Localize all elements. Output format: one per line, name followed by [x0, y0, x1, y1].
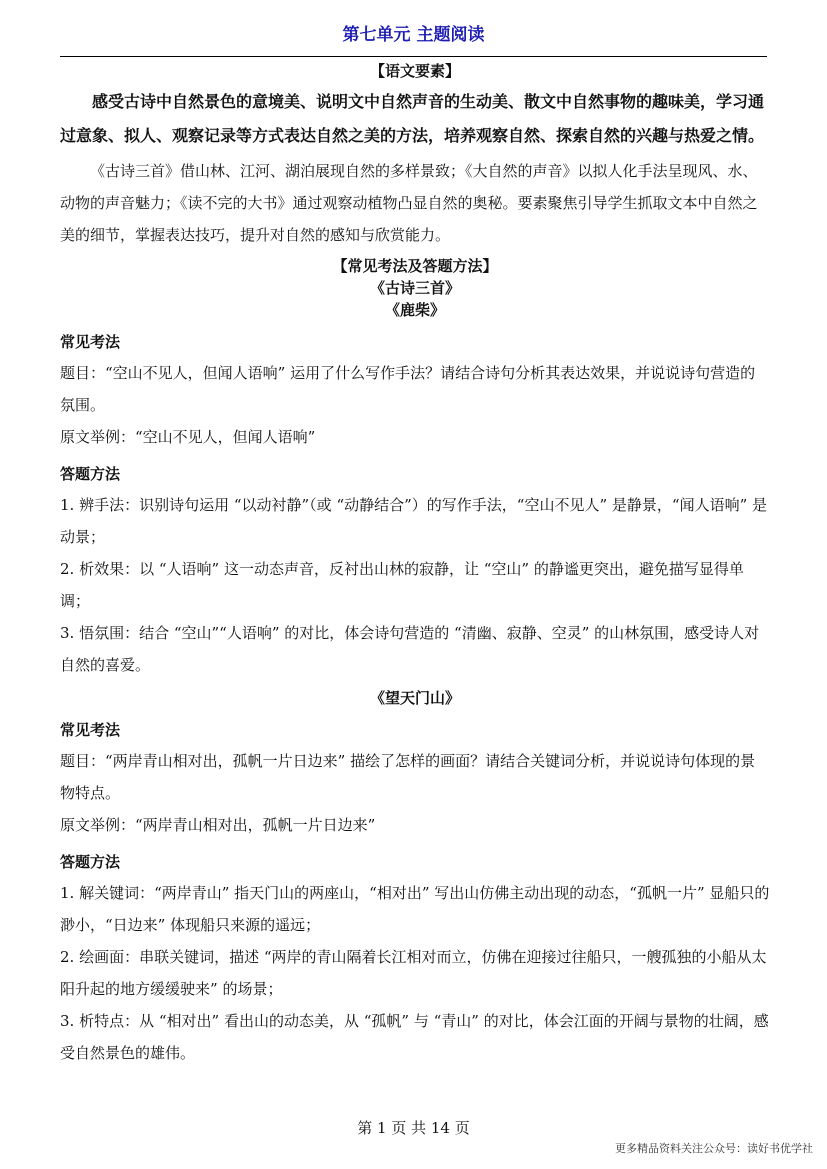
poem-title-wangtianmenshan: 《望天门山》: [369, 689, 460, 707]
main-content: [60, 60, 770, 1069]
question-text: 题目：“两岸青山相对出，孤帆一片日边来” 描绘了怎样的画面？请结合关键词分析，并说说诗句体现的景物特点。: [60, 752, 756, 802]
exam-heading: 常见考法: [60, 721, 121, 739]
footer-note: 更多精品资料关注公众号：读好书优学社: [615, 1142, 813, 1155]
method-step: 1. 辨手法：识别诗句运用 “以动衬静”（或 “动静结合”）的写作手法，“空山不见人” 是静景，“闻人语响” 是动景；: [60, 496, 768, 546]
method-step: 3. 悟氛围：结合 “空山”“人语响” 的对比，体会诗句营造的 “清幽、寂静、空灵” 的山林氛围，感受诗人对自然的喜爱。: [60, 624, 760, 674]
question-text: 题目：“空山不见人，但闻人语响” 运用了什么写作手法？请结合诗句分析其表达效果，并说说诗句营造的氛围。: [60, 364, 756, 414]
page-header: [60, 22, 767, 57]
elements-summary-bold: 感受古诗中自然景色的意境美、说明文中自然声音的生动美、散文中自然事物的趣味美，学习通过意象、拟人、观察记录等方式表达自然之美的方法，培养观察自然、探索自然的兴趣与热爱之情。: [60, 92, 765, 145]
elements-description: 《古诗三首》借山林、江河、湖泊展现自然的多样景致；《大自然的声音》以拟人化手法呈现风、水、动物的声音魅力；《读不完的大书》通过观察动植物凸显自然的奥秘。要素聚焦引导学生抓取文本中自然之美的细节，掌握表达技巧，提升对自然的感知与欣赏能力。: [60, 162, 758, 244]
example-text: 原文举例：“空山不见人，但闻人语响”: [60, 428, 316, 446]
method-step: 2. 绘画面：串联关键词，描述 “两岸的青山隔着长江相对而立，仿佛在迎接过往船只，一艘孤独的小船从太阳升起的地方缓缓驶来” 的场景；: [60, 948, 767, 998]
section-heading-language-elements: 【语文要素】: [369, 62, 460, 80]
poem-title-luzhai: 《鹿柴》: [384, 301, 445, 319]
method-heading: 答题方法: [60, 465, 121, 483]
section-heading-exam-methods: 【常见考法及答题方法】: [332, 257, 498, 275]
method-step: 2. 析效果：以 “人语响” 这一动态声音，反衬出山林的寂静，让 “空山” 的静谧更突出，避免描写显得单调；: [60, 560, 744, 610]
page-number: 第 1 页 共 14 页: [357, 1119, 470, 1137]
method-step: 3. 析特点：从 “相对出” 看出山的动态美，从 “孤帆” 与 “青山” 的对比，体会江面的开阔与景物的壮阔，感受自然景色的雄伟。: [60, 1012, 769, 1062]
exam-heading: 常见考法: [60, 333, 121, 351]
method-step: 1. 解关键词：“两岸青山” 指天门山的两座山，“相对出” 写出山仿佛主动出现的动态，“孤帆一片” 显船只的渺小，“日边来” 体现船只来源的遥远；: [60, 884, 770, 934]
page-title: 第七单元 主题阅读: [342, 25, 485, 45]
method-heading: 答题方法: [60, 853, 121, 871]
example-text: 原文举例：“两岸青山相对出，孤帆一片日边来”: [60, 816, 376, 834]
subheading-three-poems: 《古诗三首》: [369, 279, 460, 297]
